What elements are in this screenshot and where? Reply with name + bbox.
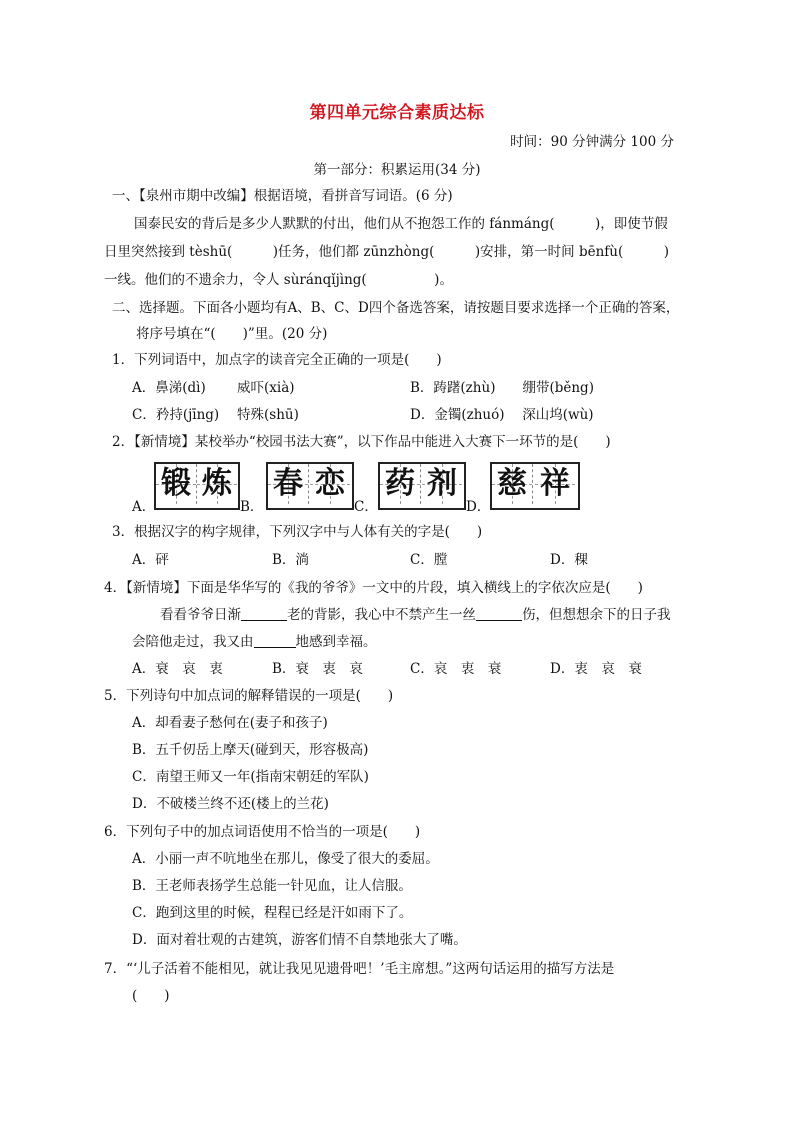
time-info: 时间：90 分钟满分 100 分 (510, 134, 674, 150)
item1-stem: 1．下列词语中，加点字的读音完全正确的一项是( ) (112, 352, 442, 368)
item4-option-d: D．衷 哀 衰 (550, 661, 642, 677)
item2-option-c-calligraphy (378, 462, 466, 510)
item4-option-c: C．哀 衷 衰 (410, 661, 502, 677)
passage-text: 伤，但想想余下的日子我 (522, 607, 671, 623)
q1-header: 一、【泉州市期中改编】根据语境，看拼音写词语。(6 分) (112, 188, 453, 204)
calligraphy-char: 祥 (540, 466, 570, 501)
item2-option-a-calligraphy (154, 462, 240, 510)
item2-option-b-letter: B． (240, 499, 264, 515)
item2-option-c-letter: C． (354, 499, 378, 515)
passage-text: 地感到幸福。 (295, 634, 377, 650)
item6-option-c: C．跑到这里的时候，程程已经是汗如雨下了。 (132, 905, 413, 921)
fill-blank (476, 606, 522, 621)
passage-text: 看看爷爷日渐 (160, 607, 241, 623)
item5-option-b: B．五千仞岳上摩天(碰到天，形容极高) (132, 742, 369, 758)
item2-option-d-calligraphy (490, 462, 580, 510)
item6-option-a: A．小丽一声不吭地坐在那儿，像受了很大的委屈。 (132, 851, 439, 867)
calligraphy-char: 恋 (315, 466, 345, 501)
fill-blank (241, 606, 287, 621)
passage-text: 老的背影，我心中不禁产生一丝 (287, 607, 476, 623)
item5-option-a: A．却看妻子愁何在(妻子和孩子) (132, 715, 328, 731)
item1-option-c: C．矜持(jīng) 特殊(shū) (132, 407, 299, 423)
part-heading: 第一部分：积累运用(34 分) (313, 162, 481, 178)
calligraphy-char: 炼 (202, 466, 232, 501)
item7-stem: 7．“‘儿子活着不能相见，就让我见见遗骨吧！’毛主席想。”这两句话运用的描写方法是 (104, 961, 615, 977)
item4-passage-line-1 (160, 605, 671, 625)
calligraphy-char: 慈 (497, 466, 527, 501)
item4-passage-line-2 (132, 632, 377, 652)
fill-blank (254, 633, 296, 648)
calligraphy-char: 药 (385, 466, 415, 501)
item2-option-a-letter: A． (132, 499, 156, 515)
item2-option-b-calligraphy (266, 462, 354, 510)
item6-option-b: B．王老师表扬学生总能一针见血，让人信服。 (132, 878, 412, 894)
calligraphy-char: 锻 (161, 466, 191, 501)
item3-option-a: A．砰 (132, 552, 169, 568)
item2-stem: 2．【新情境】某校举办“校园书法大赛”，以下作品中能进入大赛下一环节的是( ) (112, 434, 611, 450)
item4-stem: 4．【新情境】下面是华华写的《我的爷爷》一文中的片段，填入横线上的字依次应是( ) (104, 580, 643, 596)
passage-text: 会陪他走过，我又由 (132, 634, 254, 650)
item4-option-b: B．衰 衷 哀 (272, 661, 363, 677)
item6-option-d: D．面对着壮观的古建筑，游客们情不自禁地张大了嘴。 (132, 932, 467, 948)
calligraphy-char: 剂 (427, 466, 457, 501)
item5-stem: 5．下列诗句中加点词的解释错误的一项是( ) (104, 688, 394, 704)
q1-passage-line-3: 一线。他们的不遗余力，令人 sùránqǐjìng( )。 (104, 272, 453, 288)
q2-header-cont: 将序号填在“( )”里。(20 分) (136, 326, 328, 342)
item1-option-b: B．踌躇(zhù) 绷带(běng) (410, 380, 594, 396)
q1-passage-line-1: 国泰民安的背后是多少人默默的付出，他们从不抱怨工作的 fánmáng( )，即使节假 (134, 216, 668, 232)
item3-option-c: C．膛 (410, 552, 448, 568)
calligraphy-char: 春 (273, 466, 303, 501)
item3-option-b: B．淌 (272, 552, 309, 568)
item1-option-a: A．鼻涕(dì) 威吓(xià) (132, 380, 295, 396)
item3-stem: 3．根据汉字的构字规律，下列汉字中与人体有关的字是( ) (112, 524, 483, 540)
item1-option-d: D．金镯(zhuó) 深山坞(wù) (410, 407, 594, 423)
item4-option-a: A．衰 哀 衷 (132, 661, 223, 677)
page-title: 第四单元综合素质达标 (309, 103, 485, 123)
q2-header: 二、选择题。下面各小题均有A、B、C、D四个备选答案，请按题目要求选择一个正确的答案， (112, 300, 680, 316)
item3-option-d: D．稞 (550, 552, 588, 568)
item6-stem: 6．下列句子中的加点词语使用不恰当的一项是( ) (104, 824, 421, 840)
item5-option-c: C．南望王师又一年(指南宋朝廷的军队) (132, 769, 369, 785)
item7-answer-paren: ( ) (132, 988, 170, 1004)
item5-option-d: D．不破楼兰终不还(楼上的兰花) (132, 796, 329, 812)
q1-passage-line-2: 日里突然接到 tèshū( )任务，他们都 zūnzhòng( )安排，第一时间 bēnfù( ) (104, 244, 669, 260)
item2-option-d-letter: D． (466, 499, 491, 515)
